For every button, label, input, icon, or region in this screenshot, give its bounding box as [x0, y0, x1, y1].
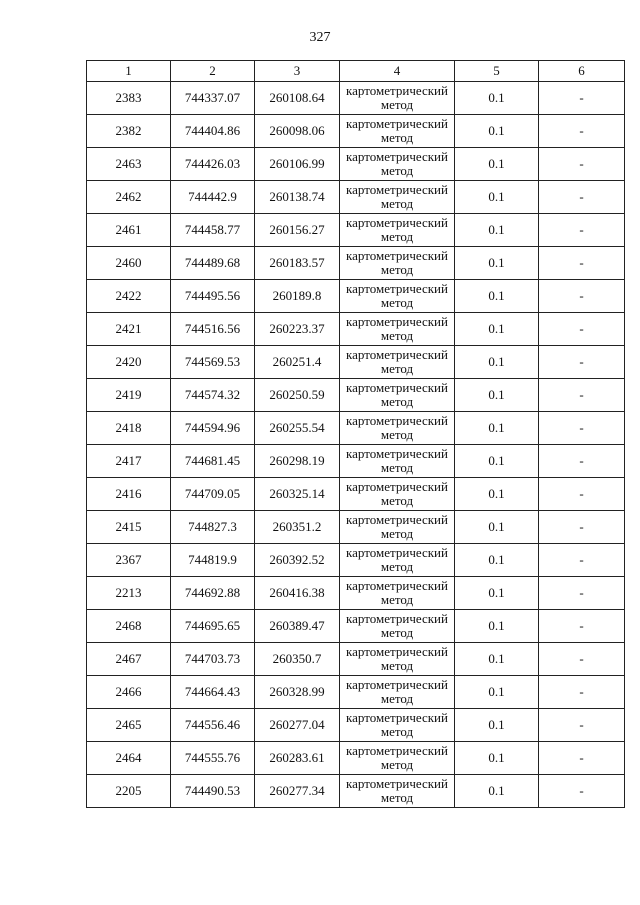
- x-coordinate-cell: 744555.76: [171, 742, 255, 775]
- table-row: [87, 742, 625, 775]
- description-cell: -: [539, 709, 625, 742]
- method-text-line: картометрический: [346, 644, 448, 659]
- point-number-cell: 2461: [87, 214, 171, 247]
- description-cell: -: [539, 82, 625, 115]
- method-cell: [340, 775, 455, 808]
- method-text-line: метод: [380, 295, 414, 310]
- method-cell: [340, 511, 455, 544]
- accuracy-cell: 0.1: [455, 247, 539, 280]
- description-cell: -: [539, 511, 625, 544]
- point-number-cell: 2466: [87, 676, 171, 709]
- x-coordinate-cell: 744337.07: [171, 82, 255, 115]
- column-header: 2: [171, 61, 255, 82]
- point-number-cell: 2464: [87, 742, 171, 775]
- description-cell: -: [539, 115, 625, 148]
- y-coordinate-cell: 260106.99: [255, 148, 340, 181]
- accuracy-cell: 0.1: [455, 445, 539, 478]
- table-row: [87, 511, 625, 544]
- y-coordinate-cell: 260250.59: [255, 379, 340, 412]
- column-header: 5: [455, 61, 539, 82]
- point-number-cell: 2383: [87, 82, 171, 115]
- accuracy-cell: 0.1: [455, 412, 539, 445]
- method-text-line: метод: [380, 262, 414, 277]
- point-number-cell: 2420: [87, 346, 171, 379]
- point-number-cell: 2468: [87, 610, 171, 643]
- table-row: [87, 181, 625, 214]
- description-cell: -: [539, 148, 625, 181]
- table-row: [87, 346, 625, 379]
- method-cell: [340, 181, 455, 214]
- method-text-line: картометрический: [346, 413, 448, 428]
- method-text-line: метод: [380, 361, 414, 376]
- y-coordinate-cell: 260416.38: [255, 577, 340, 610]
- x-coordinate-cell: 744681.45: [171, 445, 255, 478]
- y-coordinate-cell: 260277.04: [255, 709, 340, 742]
- method-text-line: картометрический: [346, 677, 448, 692]
- method-text-line: картометрический: [346, 545, 448, 560]
- x-coordinate-cell: 744692.88: [171, 577, 255, 610]
- x-coordinate-cell: 744489.68: [171, 247, 255, 280]
- description-cell: -: [539, 181, 625, 214]
- x-coordinate-cell: 744404.86: [171, 115, 255, 148]
- x-coordinate-cell: 744827.3: [171, 511, 255, 544]
- x-coordinate-cell: 744695.65: [171, 610, 255, 643]
- description-cell: -: [539, 544, 625, 577]
- header-row: [87, 61, 625, 82]
- x-coordinate-cell: 744516.56: [171, 313, 255, 346]
- method-text-line: метод: [380, 559, 414, 574]
- description-cell: -: [539, 610, 625, 643]
- table-body: [87, 82, 625, 808]
- x-coordinate-cell: 744490.53: [171, 775, 255, 808]
- table-row: [87, 577, 625, 610]
- method-text-line: метод: [380, 526, 414, 541]
- table-row: [87, 247, 625, 280]
- table-row: [87, 82, 625, 115]
- point-number-cell: 2419: [87, 379, 171, 412]
- table-row: [87, 709, 625, 742]
- method-text-line: картометрический: [346, 776, 448, 791]
- method-text-line: картометрический: [346, 248, 448, 263]
- table-row: [87, 313, 625, 346]
- x-coordinate-cell: 744442.9: [171, 181, 255, 214]
- table-row: [87, 412, 625, 445]
- method-cell: [340, 610, 455, 643]
- description-cell: -: [539, 478, 625, 511]
- table-row: [87, 478, 625, 511]
- description-cell: -: [539, 775, 625, 808]
- x-coordinate-cell: 744594.96: [171, 412, 255, 445]
- y-coordinate-cell: 260108.64: [255, 82, 340, 115]
- y-coordinate-cell: 260098.06: [255, 115, 340, 148]
- table-row: [87, 676, 625, 709]
- method-cell: [340, 214, 455, 247]
- table-row: [87, 214, 625, 247]
- method-text-line: картометрический: [346, 149, 448, 164]
- accuracy-cell: 0.1: [455, 313, 539, 346]
- y-coordinate-cell: 260189.8: [255, 280, 340, 313]
- table-row: [87, 445, 625, 478]
- accuracy-cell: 0.1: [455, 610, 539, 643]
- accuracy-cell: 0.1: [455, 676, 539, 709]
- accuracy-cell: 0.1: [455, 214, 539, 247]
- method-cell: [340, 676, 455, 709]
- point-number-cell: 2205: [87, 775, 171, 808]
- x-coordinate-cell: 744569.53: [171, 346, 255, 379]
- description-cell: -: [539, 313, 625, 346]
- method-text-line: метод: [380, 658, 414, 673]
- description-cell: -: [539, 247, 625, 280]
- method-text-line: картометрический: [346, 578, 448, 593]
- table-row: [87, 280, 625, 313]
- accuracy-cell: 0.1: [455, 115, 539, 148]
- method-text-line: метод: [380, 691, 414, 706]
- point-number-cell: 2460: [87, 247, 171, 280]
- method-text-line: картометрический: [346, 281, 448, 296]
- method-text-line: метод: [380, 196, 414, 211]
- y-coordinate-cell: 260350.7: [255, 643, 340, 676]
- accuracy-cell: 0.1: [455, 82, 539, 115]
- description-cell: -: [539, 412, 625, 445]
- method-cell: [340, 247, 455, 280]
- coordinates-table: [86, 60, 625, 808]
- y-coordinate-cell: 260298.19: [255, 445, 340, 478]
- x-coordinate-cell: 744703.73: [171, 643, 255, 676]
- point-number-cell: 2462: [87, 181, 171, 214]
- accuracy-cell: 0.1: [455, 742, 539, 775]
- x-coordinate-cell: 744819.9: [171, 544, 255, 577]
- description-cell: -: [539, 577, 625, 610]
- point-number-cell: 2422: [87, 280, 171, 313]
- method-cell: [340, 115, 455, 148]
- y-coordinate-cell: 260351.2: [255, 511, 340, 544]
- point-number-cell: 2418: [87, 412, 171, 445]
- y-coordinate-cell: 260255.54: [255, 412, 340, 445]
- method-text-line: метод: [380, 328, 414, 343]
- table-row: [87, 775, 625, 808]
- accuracy-cell: 0.1: [455, 379, 539, 412]
- page-number: 327: [309, 30, 331, 45]
- method-text-line: картометрический: [346, 446, 448, 461]
- accuracy-cell: 0.1: [455, 148, 539, 181]
- method-text-line: метод: [380, 163, 414, 178]
- table-row: [87, 115, 625, 148]
- method-text-line: метод: [380, 97, 414, 112]
- point-number-cell: 2416: [87, 478, 171, 511]
- method-text-line: метод: [380, 592, 414, 607]
- method-cell: [340, 544, 455, 577]
- method-cell: [340, 643, 455, 676]
- method-cell: [340, 577, 455, 610]
- method-text-line: картометрический: [346, 611, 448, 626]
- method-cell: [340, 148, 455, 181]
- point-number-cell: 2382: [87, 115, 171, 148]
- y-coordinate-cell: 260392.52: [255, 544, 340, 577]
- method-text-line: метод: [380, 625, 414, 640]
- method-text-line: картометрический: [346, 83, 448, 98]
- method-text-line: метод: [380, 724, 414, 739]
- table-row: [87, 544, 625, 577]
- description-cell: -: [539, 214, 625, 247]
- y-coordinate-cell: 260328.99: [255, 676, 340, 709]
- point-number-cell: 2415: [87, 511, 171, 544]
- method-text-line: картометрический: [346, 215, 448, 230]
- x-coordinate-cell: 744426.03: [171, 148, 255, 181]
- accuracy-cell: 0.1: [455, 478, 539, 511]
- method-text-line: метод: [380, 493, 414, 508]
- method-text-line: метод: [380, 229, 414, 244]
- description-cell: -: [539, 742, 625, 775]
- accuracy-cell: 0.1: [455, 181, 539, 214]
- x-coordinate-cell: 744458.77: [171, 214, 255, 247]
- y-coordinate-cell: 260138.74: [255, 181, 340, 214]
- method-text-line: картометрический: [346, 116, 448, 131]
- table-row: [87, 643, 625, 676]
- description-cell: -: [539, 280, 625, 313]
- point-number-cell: 2467: [87, 643, 171, 676]
- method-text-line: метод: [380, 394, 414, 409]
- point-number-cell: 2417: [87, 445, 171, 478]
- method-text-line: картометрический: [346, 380, 448, 395]
- x-coordinate-cell: 744556.46: [171, 709, 255, 742]
- accuracy-cell: 0.1: [455, 544, 539, 577]
- method-cell: [340, 709, 455, 742]
- accuracy-cell: 0.1: [455, 511, 539, 544]
- y-coordinate-cell: 260156.27: [255, 214, 340, 247]
- method-text-line: картометрический: [346, 314, 448, 329]
- method-text-line: картометрический: [346, 710, 448, 725]
- y-coordinate-cell: 260223.37: [255, 313, 340, 346]
- method-text-line: метод: [380, 790, 414, 805]
- method-cell: [340, 742, 455, 775]
- method-cell: [340, 313, 455, 346]
- accuracy-cell: 0.1: [455, 775, 539, 808]
- x-coordinate-cell: 744574.32: [171, 379, 255, 412]
- method-text-line: картометрический: [346, 182, 448, 197]
- method-text-line: метод: [380, 460, 414, 475]
- y-coordinate-cell: 260277.34: [255, 775, 340, 808]
- description-cell: -: [539, 445, 625, 478]
- method-text-line: метод: [380, 130, 414, 145]
- method-text-line: метод: [380, 427, 414, 442]
- table-row: [87, 148, 625, 181]
- y-coordinate-cell: 260325.14: [255, 478, 340, 511]
- column-header: 4: [340, 61, 455, 82]
- column-header: 6: [539, 61, 625, 82]
- accuracy-cell: 0.1: [455, 643, 539, 676]
- method-text-line: картометрический: [346, 347, 448, 362]
- table-header: [87, 61, 625, 82]
- method-cell: [340, 82, 455, 115]
- x-coordinate-cell: 744709.05: [171, 478, 255, 511]
- method-cell: [340, 379, 455, 412]
- table-row: [87, 379, 625, 412]
- point-number-cell: 2421: [87, 313, 171, 346]
- method-text-line: картометрический: [346, 512, 448, 527]
- description-cell: -: [539, 346, 625, 379]
- y-coordinate-cell: 260389.47: [255, 610, 340, 643]
- method-cell: [340, 445, 455, 478]
- description-cell: -: [539, 676, 625, 709]
- accuracy-cell: 0.1: [455, 346, 539, 379]
- method-cell: [340, 412, 455, 445]
- column-header: 3: [255, 61, 340, 82]
- description-cell: -: [539, 643, 625, 676]
- description-cell: -: [539, 379, 625, 412]
- point-number-cell: 2213: [87, 577, 171, 610]
- y-coordinate-cell: 260183.57: [255, 247, 340, 280]
- accuracy-cell: 0.1: [455, 577, 539, 610]
- method-text-line: картометрический: [346, 479, 448, 494]
- method-cell: [340, 478, 455, 511]
- table-row: [87, 610, 625, 643]
- method-cell: [340, 280, 455, 313]
- point-number-cell: 2465: [87, 709, 171, 742]
- method-text-line: метод: [380, 757, 414, 772]
- method-cell: [340, 346, 455, 379]
- x-coordinate-cell: 744495.56: [171, 280, 255, 313]
- point-number-cell: 2463: [87, 148, 171, 181]
- accuracy-cell: 0.1: [455, 709, 539, 742]
- accuracy-cell: 0.1: [455, 280, 539, 313]
- point-number-cell: 2367: [87, 544, 171, 577]
- y-coordinate-cell: 260251.4: [255, 346, 340, 379]
- column-header: 1: [87, 61, 171, 82]
- x-coordinate-cell: 744664.43: [171, 676, 255, 709]
- method-text-line: картометрический: [346, 743, 448, 758]
- y-coordinate-cell: 260283.61: [255, 742, 340, 775]
